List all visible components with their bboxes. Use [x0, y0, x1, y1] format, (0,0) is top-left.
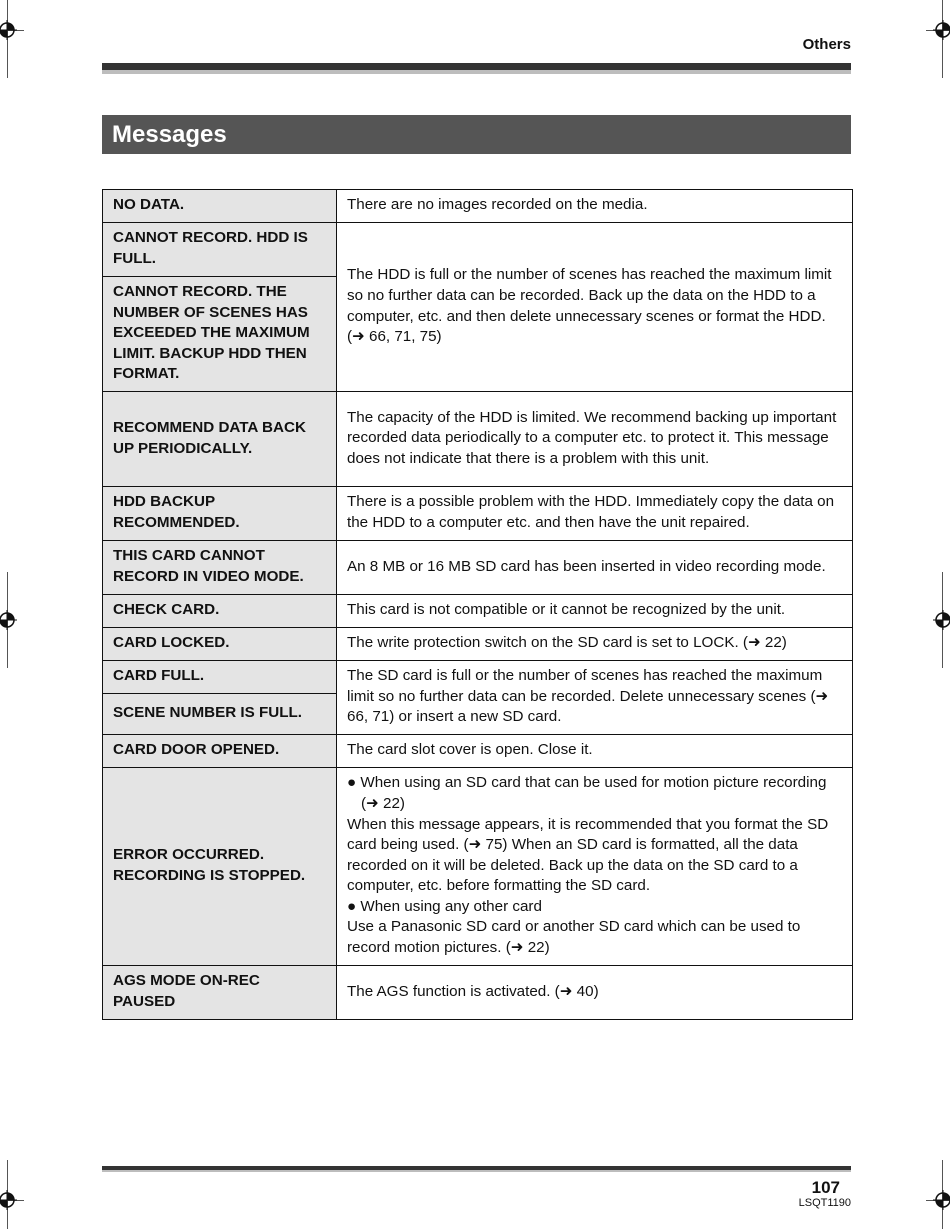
description-cell: This card is not compatible or it cannot be recognized by the unit. [337, 595, 853, 628]
description-cell: The card slot cover is open. Close it. [337, 735, 853, 768]
crosshair-icon [0, 20, 17, 40]
footer-rule-shadow [102, 1170, 851, 1172]
message-cell: AGS MODE ON-REC PAUSED [103, 966, 337, 1020]
description-cell: An 8 MB or 16 MB SD card has been inserted in video recording mode. [337, 541, 853, 595]
message-cell: CARD LOCKED. [103, 628, 337, 661]
message-cell: HDD BACKUP RECOMMENDED. [103, 487, 337, 541]
table-row [103, 661, 853, 694]
crosshair-icon [0, 1190, 17, 1210]
section-label: Others [802, 36, 851, 53]
description-cell: There is a possible problem with the HDD. Immediately copy the data on the HDD to a computer etc. and then have the unit repaired. [337, 487, 853, 541]
bullet-item: ● When using any other card [347, 897, 542, 915]
table-row [103, 595, 853, 628]
message-cell: CANNOT RECORD. HDD IS FULL. [103, 223, 337, 277]
table-row [103, 392, 853, 487]
header-rule [102, 63, 851, 70]
table-row [103, 487, 853, 541]
table-row [103, 628, 853, 661]
table-row [103, 190, 853, 223]
message-cell: SCENE NUMBER IS FULL. [103, 694, 337, 735]
message-cell: CARD FULL. [103, 661, 337, 694]
message-cell: THIS CARD CANNOT RECORD IN VIDEO MODE. [103, 541, 337, 595]
description-cell: The capacity of the HDD is limited. We recommend backing up important recorded data periodically to a computer etc. to protect it. This message does not indicate that there is a problem with this unit. [337, 392, 853, 487]
table-row [103, 768, 853, 966]
crosshair-icon [933, 20, 950, 40]
message-cell: CARD DOOR OPENED. [103, 735, 337, 768]
message-cell: NO DATA. [103, 190, 337, 223]
crosshair-icon [0, 610, 17, 630]
crosshair-icon [933, 610, 950, 630]
description-cell: There are no images recorded on the media. [337, 190, 853, 223]
bullet-item: ● When using an SD card that can be used for motion picture recording (➜ 22) [347, 774, 827, 812]
header-rule-shadow [102, 70, 851, 74]
message-cell: RECOMMEND DATA BACK UP PERIODICALLY. [103, 392, 337, 487]
message-cell: CANNOT RECORD. THE NUMBER OF SCENES HAS EXCEEDED THE MAXIMUM LIMIT. BACKUP HDD THEN FORMAT. [103, 277, 337, 392]
messages-table [102, 189, 853, 1020]
page-number: 107 [811, 1178, 840, 1197]
description-paragraph: When this message appears, it is recommended that you format the SD card being used. (➜ 75) When an SD card is formatted, all the data recorded on it will be deleted. Back up the data on the SD card to a computer, etc. before formatting the SD card. [347, 815, 829, 895]
message-cell: ERROR OCCURRED. RECORDING IS STOPPED. [103, 768, 337, 966]
table-row [103, 966, 853, 1020]
description-paragraph: Use a Panasonic SD card or another SD card which can be used to record motion pictures. (➜ 22) [347, 918, 801, 957]
description-cell: The write protection switch on the SD card is set to LOCK. (➜ 22) [337, 628, 853, 661]
description-cell: The AGS function is activated. (➜ 40) [337, 966, 853, 1020]
page-title: Messages [102, 115, 851, 154]
description-cell: The SD card is full or the number of scenes has reached the maximum limit so no further data can be recorded. Delete unnecessary scenes (➜ 66, 71) or insert a new SD card. [337, 661, 853, 735]
description-cell [337, 768, 853, 966]
table-row [103, 541, 853, 595]
description-cell: The HDD is full or the number of scenes has reached the maximum limit so no further data can be recorded. Back up the data on the HDD to a computer, etc. and then delete unnecessary scenes or format the HDD. (➜ 66, 71, 75) [337, 223, 853, 392]
message-cell: CHECK CARD. [103, 595, 337, 628]
table-row [103, 223, 853, 277]
table-row [103, 735, 853, 768]
document-code: LSQT1190 [798, 1197, 851, 1209]
crosshair-icon [933, 1190, 950, 1210]
